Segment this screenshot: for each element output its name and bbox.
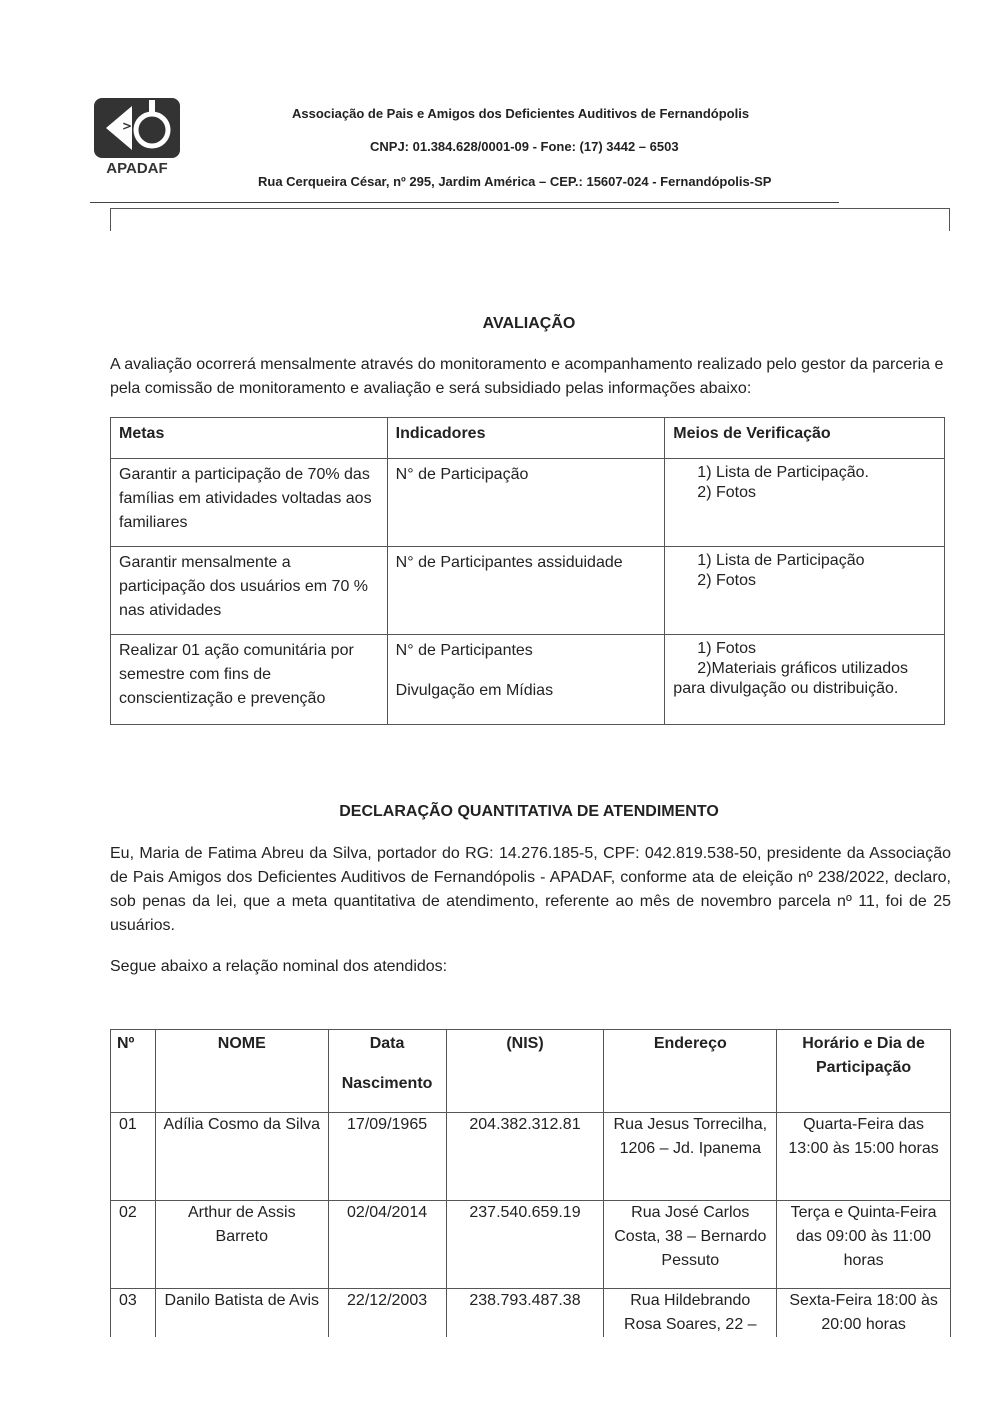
declaracao-title: DECLARAÇÃO QUANTITATIVA DE ATENDIMENTO bbox=[339, 803, 719, 820]
meio-item: 2)Materiais gráficos utilizados bbox=[697, 660, 909, 677]
avaliacao-paragraph: A avaliação ocorrerá mensalmente através do monitoramento e acompanhamento realizado pelo gestor da parceria e pela comissão de monitoramento e avaliação e será subsidiado pelas informações abaixo: bbox=[110, 356, 944, 397]
indicador-line: N° de Participantes bbox=[395, 642, 533, 659]
endereco-cell: Rua Jesus Torrecilha, 1206 – Jd. Ipanema bbox=[604, 1113, 777, 1201]
indicador-cell: N° de Participação bbox=[387, 459, 665, 547]
declaracao-paragraph: Eu, Maria de Fatima Abreu da Silva, portador do RG: 14.276.185-5, CPF: 042.819.538-50, presidente da Associação de Pais Amigos dos Deficientes Auditivos de Fernandópolis - APADAF, conforme ata de eleição nº 238/2022, declaro, sob penas da lei, que a meta quantitativa de atendimento, referente ao mês de novembro parcela nº 11, foi de 25 usuários. bbox=[110, 845, 951, 934]
endereco-cell: Rua José Carlos Costa, 38 – Bernardo Pessuto bbox=[604, 1201, 777, 1289]
meios-cell bbox=[665, 547, 945, 635]
header-nome: NOME bbox=[155, 1030, 328, 1113]
meta-cell: Garantir mensalmente a participação dos usuários em 70 % nas atividades bbox=[111, 547, 388, 635]
meio-item: 1) Lista de Participação bbox=[697, 552, 865, 569]
logo-wordmark: APADAF bbox=[106, 160, 168, 176]
header-data-line: Data bbox=[369, 1035, 405, 1052]
table-row bbox=[111, 459, 945, 547]
header-rule bbox=[90, 202, 839, 203]
table-row bbox=[111, 1201, 951, 1289]
header-horario: Horário e Dia de Participação bbox=[777, 1030, 951, 1113]
table-row bbox=[111, 1289, 951, 1338]
meios-cell bbox=[665, 459, 945, 547]
avaliacao-table bbox=[110, 417, 945, 725]
horario-cell: Terça e Quinta-Feira das 09:00 às 11:00 horas bbox=[777, 1201, 951, 1289]
table-row bbox=[111, 547, 945, 635]
svg-text:>: > bbox=[122, 119, 133, 133]
table-header-row bbox=[111, 1030, 951, 1113]
header-nascimento-line: Nascimento bbox=[341, 1075, 433, 1092]
nome-cell: Danilo Batista de Avis bbox=[155, 1289, 328, 1338]
org-name: Associação de Pais e Amigos dos Deficientes Auditivos de Fernandópolis bbox=[292, 106, 750, 121]
header-meios: Meios de Verificação bbox=[665, 418, 945, 459]
indicador-cell: N° de Participantes assiduidade bbox=[387, 547, 665, 635]
table-header-row bbox=[111, 418, 945, 459]
meio-item: 1) Fotos bbox=[697, 640, 756, 657]
header-frame bbox=[110, 208, 950, 231]
nis-cell: 204.382.312.81 bbox=[446, 1113, 604, 1201]
endereco-cell: Rua Hildebrando Rosa Soares, 22 – bbox=[604, 1289, 777, 1338]
indicador-line: Divulgação em Mídias bbox=[395, 682, 554, 699]
data-cell: 17/09/1965 bbox=[328, 1113, 446, 1201]
nis-cell: 237.540.659.19 bbox=[446, 1201, 604, 1289]
meio-item: 1) Lista de Participação. bbox=[697, 464, 869, 481]
meta-cell: Realizar 01 ação comunitária por semestre com fins de conscientização e prevenção bbox=[111, 635, 388, 725]
meio-item: 2) Fotos bbox=[697, 484, 756, 501]
numero-cell: 02 bbox=[111, 1201, 156, 1289]
apadaf-logo bbox=[92, 96, 182, 176]
horario-cell: Sexta-Feira 18:00 às 20:00 horas bbox=[777, 1289, 951, 1338]
nome-cell: Adília Cosmo da Silva bbox=[155, 1113, 328, 1201]
avaliacao-title: AVALIAÇÃO bbox=[482, 315, 576, 332]
data-cell: 02/04/2014 bbox=[328, 1201, 446, 1289]
header-indicadores: Indicadores bbox=[387, 418, 665, 459]
table-row bbox=[111, 635, 945, 725]
header-numero: Nº bbox=[111, 1030, 156, 1113]
indicador-cell bbox=[387, 635, 665, 725]
atendidos-table-clip bbox=[110, 1029, 955, 1337]
header-data bbox=[328, 1030, 446, 1113]
address-line: Rua Cerqueira César, nº 295, Jardim América – CEP.: 15607-024 - Fernandópolis-SP bbox=[258, 174, 772, 189]
segue-text: Segue abaixo a relação nominal dos atendidos: bbox=[110, 958, 448, 975]
data-cell: 22/12/2003 bbox=[328, 1289, 446, 1338]
table-row bbox=[111, 1113, 951, 1201]
cnpj-line: CNPJ: 01.384.628/0001-09 - Fone: (17) 3442 – 6503 bbox=[370, 139, 679, 154]
meio-item: para divulgação ou distribuição. bbox=[673, 680, 899, 697]
header-nis: (NIS) bbox=[446, 1030, 604, 1113]
atendidos-table bbox=[110, 1029, 951, 1337]
meio-item: 2) Fotos bbox=[697, 572, 756, 589]
nis-cell: 238.793.487.38 bbox=[446, 1289, 604, 1338]
numero-cell: 03 bbox=[111, 1289, 156, 1338]
header-metas: Metas bbox=[111, 418, 388, 459]
meta-cell: Garantir a participação de 70% das famílias em atividades voltadas aos familiares bbox=[111, 459, 388, 547]
header-endereco: Endereço bbox=[604, 1030, 777, 1113]
numero-cell: 01 bbox=[111, 1113, 156, 1201]
meios-cell bbox=[665, 635, 945, 725]
nome-cell: Arthur de Assis Barreto bbox=[155, 1201, 328, 1289]
horario-cell: Quarta-Feira das 13:00 às 15:00 horas bbox=[777, 1113, 951, 1201]
